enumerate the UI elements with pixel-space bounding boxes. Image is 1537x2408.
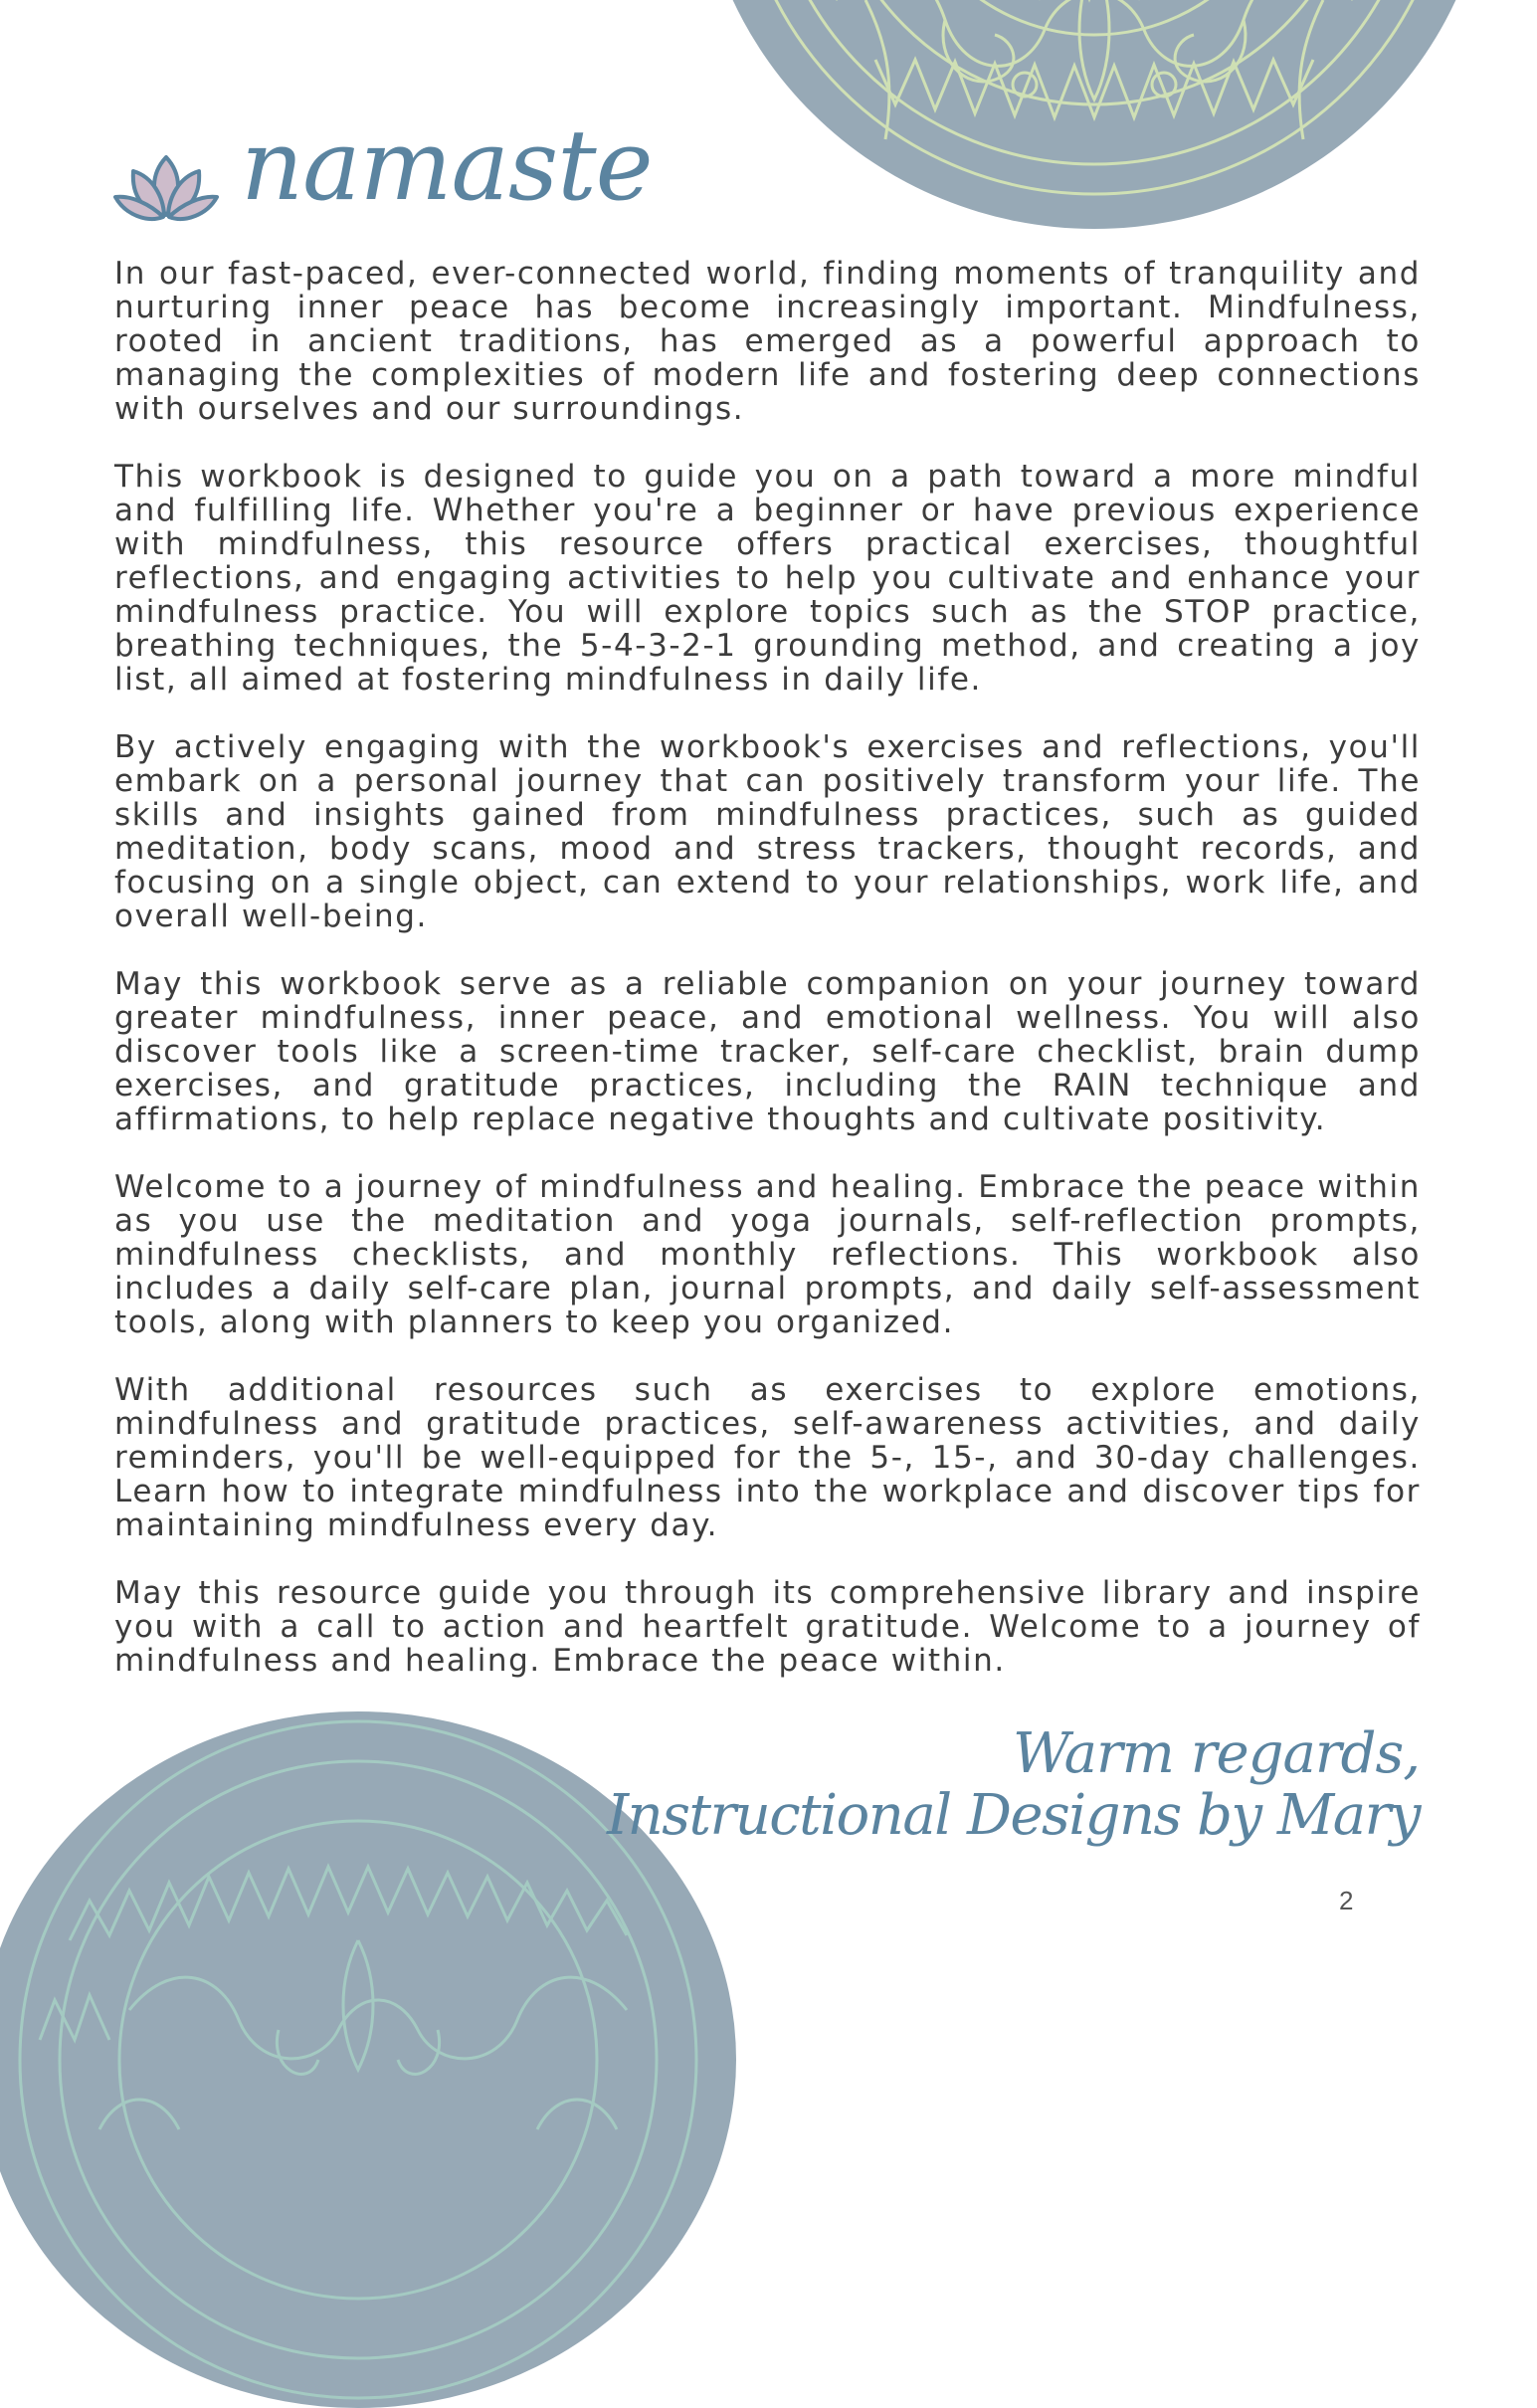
paragraph-welcome: Welcome to a journey of mindfulness and healing. Embrace the peace within as you use the meditation and yoga journals, self-reflection prompts, mindfulness checklists, and monthly reflections. This workbook also includes a daily self-care plan, journal prompts, and daily self-assessment tools, along with planners to keep you organized. [114, 1169, 1421, 1340]
paragraph-closing: May this resource guide you through its comprehensive library and inspire you with a call to action and heartfelt gratitude. Welcome to a journey of mindfulness and healing. Embrace the peace within. [114, 1575, 1421, 1679]
mandala-pattern-top [696, 0, 1492, 229]
body-text [114, 257, 1421, 1711]
page-header [111, 60, 653, 239]
paragraph-workbook-purpose: This workbook is designed to guide you on a path toward a more mindful and fulfilling life. Whether you're a beginner or have previous experience with mindfulness, this resource offers practical exercises, thoughtful reflections, and engaging activities to help you cultivate and enhance your mindfulness practice. You will explore topics such as the STOP practice, breathing techniques, the 5-4-3-2-1 grounding method, and creating a joy list, all aimed at fostering mindfulness in daily life. [114, 459, 1421, 698]
signoff-author: Instructional Designs by Mary [607, 1782, 1420, 1848]
paragraph-engagement: By actively engaging with the workbook's exercises and reflections, you'll embark on a personal journey that can positively transform your life. The skills and insights gained from mindfulness practices, such as guided meditation, body scans, mood and stress trackers, thought records, and focusing on a single object, can extend to your relationships, work life, and overall well-being. [114, 729, 1421, 934]
paragraph-resources: With additional resources such as exercises to explore emotions, mindfulness and gratitude practices, self-awareness activities, and daily reminders, you'll be well-equipped for the 5-, 15-, and 30-day challenges. Learn how to integrate mindfulness into the workplace and discover tips for maintaining mindfulness every day. [114, 1372, 1421, 1543]
paragraph-companion: May this workbook serve as a reliable companion on your journey toward greater mindfulness, inner peace, and emotional wellness. You will also discover tools like a screen-time tracker, self-care checklist, brain dump exercises, and gratitude practices, including the RAIN technique and affirmations, to help replace negative thoughts and cultivate positivity. [114, 966, 1421, 1137]
page-number: 2 [1339, 1886, 1354, 1915]
signoff-greeting: Warm regards, [1012, 1721, 1420, 1786]
signoff [607, 1723, 1420, 1846]
page-title: namaste [241, 109, 653, 223]
mandala-decoration-top [696, 0, 1492, 229]
lotus-icon [111, 149, 221, 227]
paragraph-intro: In our fast-paced, ever-connected world, finding moments of tranquility and nurturing inner peace has become increasingly important. Mindfulness, rooted in ancient traditions, has emerged as a powerful approach to managing the complexities of modern life and fostering deep connections with ourselves and our surroundings. [114, 256, 1421, 427]
